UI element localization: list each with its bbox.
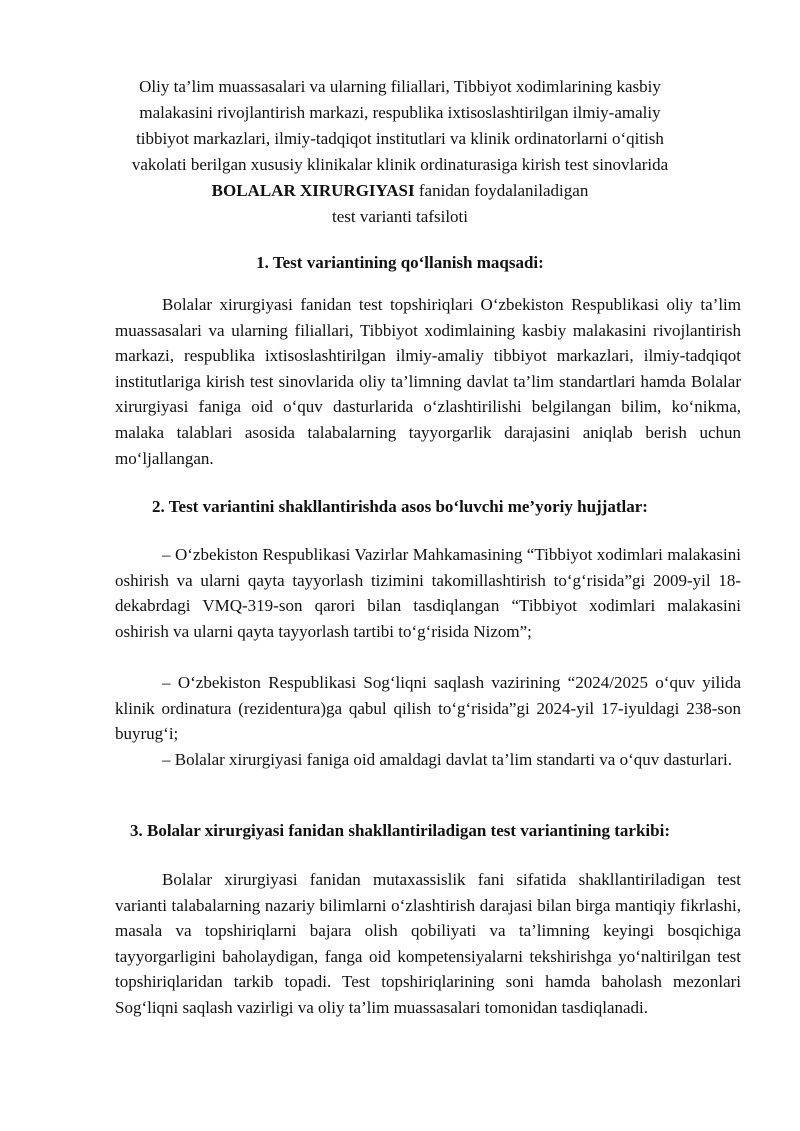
title-subject-line [100,178,700,204]
section-3-paragraph: Bolalar xirurgiyasi fanidan mutaxassislik fani sifatida shakllantiriladigan test varianti talabalarning nazariy bilimlarni o‘zlashtirish darajasi bilan birga mantiqiy fikrlashi, masala va topshiriqlarni bajara olish qobiliyati va ta’limning keyingi bosqichiga tayyorgarligini baholaydigan, fanga oid kompetensiyalarni tekshirishga yo‘naltirilgan test topshiriqlaridan tarkib topadi. Test topshiriqlarining soni hamda baholash mezonlari Sog‘liqni saqlash vazirligi va oliy ta’lim muassasalari tomonidan tasdiqlanadi. [115,870,741,1017]
title-line: tibbiyot markazlari, ilmiy-tadqiqot institutlari va klinik ordinatorlarni o‘qitish [136,129,664,148]
subject-name: BOLALAR XIRURGIYASI [211,181,415,200]
section-3-heading: 3. Bolalar xirurgiyasi fanidan shakllantiriladigan test variantining tarkibi: [130,821,670,840]
title-line: Oliy ta’lim muassasalari va ularning filiallari, Tibbiyot xodimlarining kasbiy [139,77,661,96]
section-2-heading: 2. Test variantini shakllantirishda asos bo‘luvchi me’yoriy hujjatlar: [152,497,648,516]
section-2-item-3: – Bolalar xirurgiyasi faniga oid amaldagi davlat ta’lim standarti va o‘quv dasturlari. [162,750,732,769]
title-line: test varianti tafsiloti [332,207,468,226]
section-2-item-1: – O‘zbekiston Respublikasi Vazirlar Mahkamasining “Tibbiyot xodimlari malakasini oshirish va ularni qayta tayyorlash tizimini takomillashtirish to‘g‘risida”gi 2009-yil 18-dekabrdagi VMQ-319-son qarori bilan tasdiqlangan “Tibbiyot xodimlari malakasini oshirish va ularni qayta tayyorlash tartibi to‘g‘risida Nizom”; [115,545,741,641]
section-2-item-2: – O‘zbekiston Respublikasi Sog‘liqni saqlash vazirining “2024/2025 o‘quv yilida klinik ordinatura (rezidentura)ga qabul qilish to‘g‘risida”gi 2024-yil 17-iyuldagi 238-son buyrug‘i; [115,673,741,744]
document-title [100,74,700,230]
title-line: malakasini rivojlantirish markazi, respublika ixtisoslashtirilgan ilmiy-amaliy [139,103,661,122]
section-1-paragraph: Bolalar xirurgiyasi fanidan test topshiriqlari O‘zbekiston Respublikasi oliy ta’lim muassasalari va ularning filiallari, Tibbiyot xodimlaining kasbiy malakasini rivojlantirish markazi, respublika ixtisoslashtirilgan ilmiy-amaliy tibbiyot markazlari, ilmiy-tadqiqot institutlariga kirish test sinovlarida oliy ta’limning davlat ta’lim standartlari hamda Bolalar xirurgiyasi faniga oid o‘quv dasturlarida o‘zlashtirilishi belgilangan bilim, ko‘nikma, malaka talablari asosida talabalarning tayyorgarlik darajasini aniqlab berish uchun mo‘ljallangan. [115,295,741,468]
title-line: vakolati berilgan xususiy klinikalar klinik ordinaturasiga kirish test sinovlarida [131,155,669,174]
subject-suffix: fanidan foydalaniladigan [414,181,589,200]
section-1-heading: 1. Test variantining qo‘llanish maqsadi: [256,253,544,272]
